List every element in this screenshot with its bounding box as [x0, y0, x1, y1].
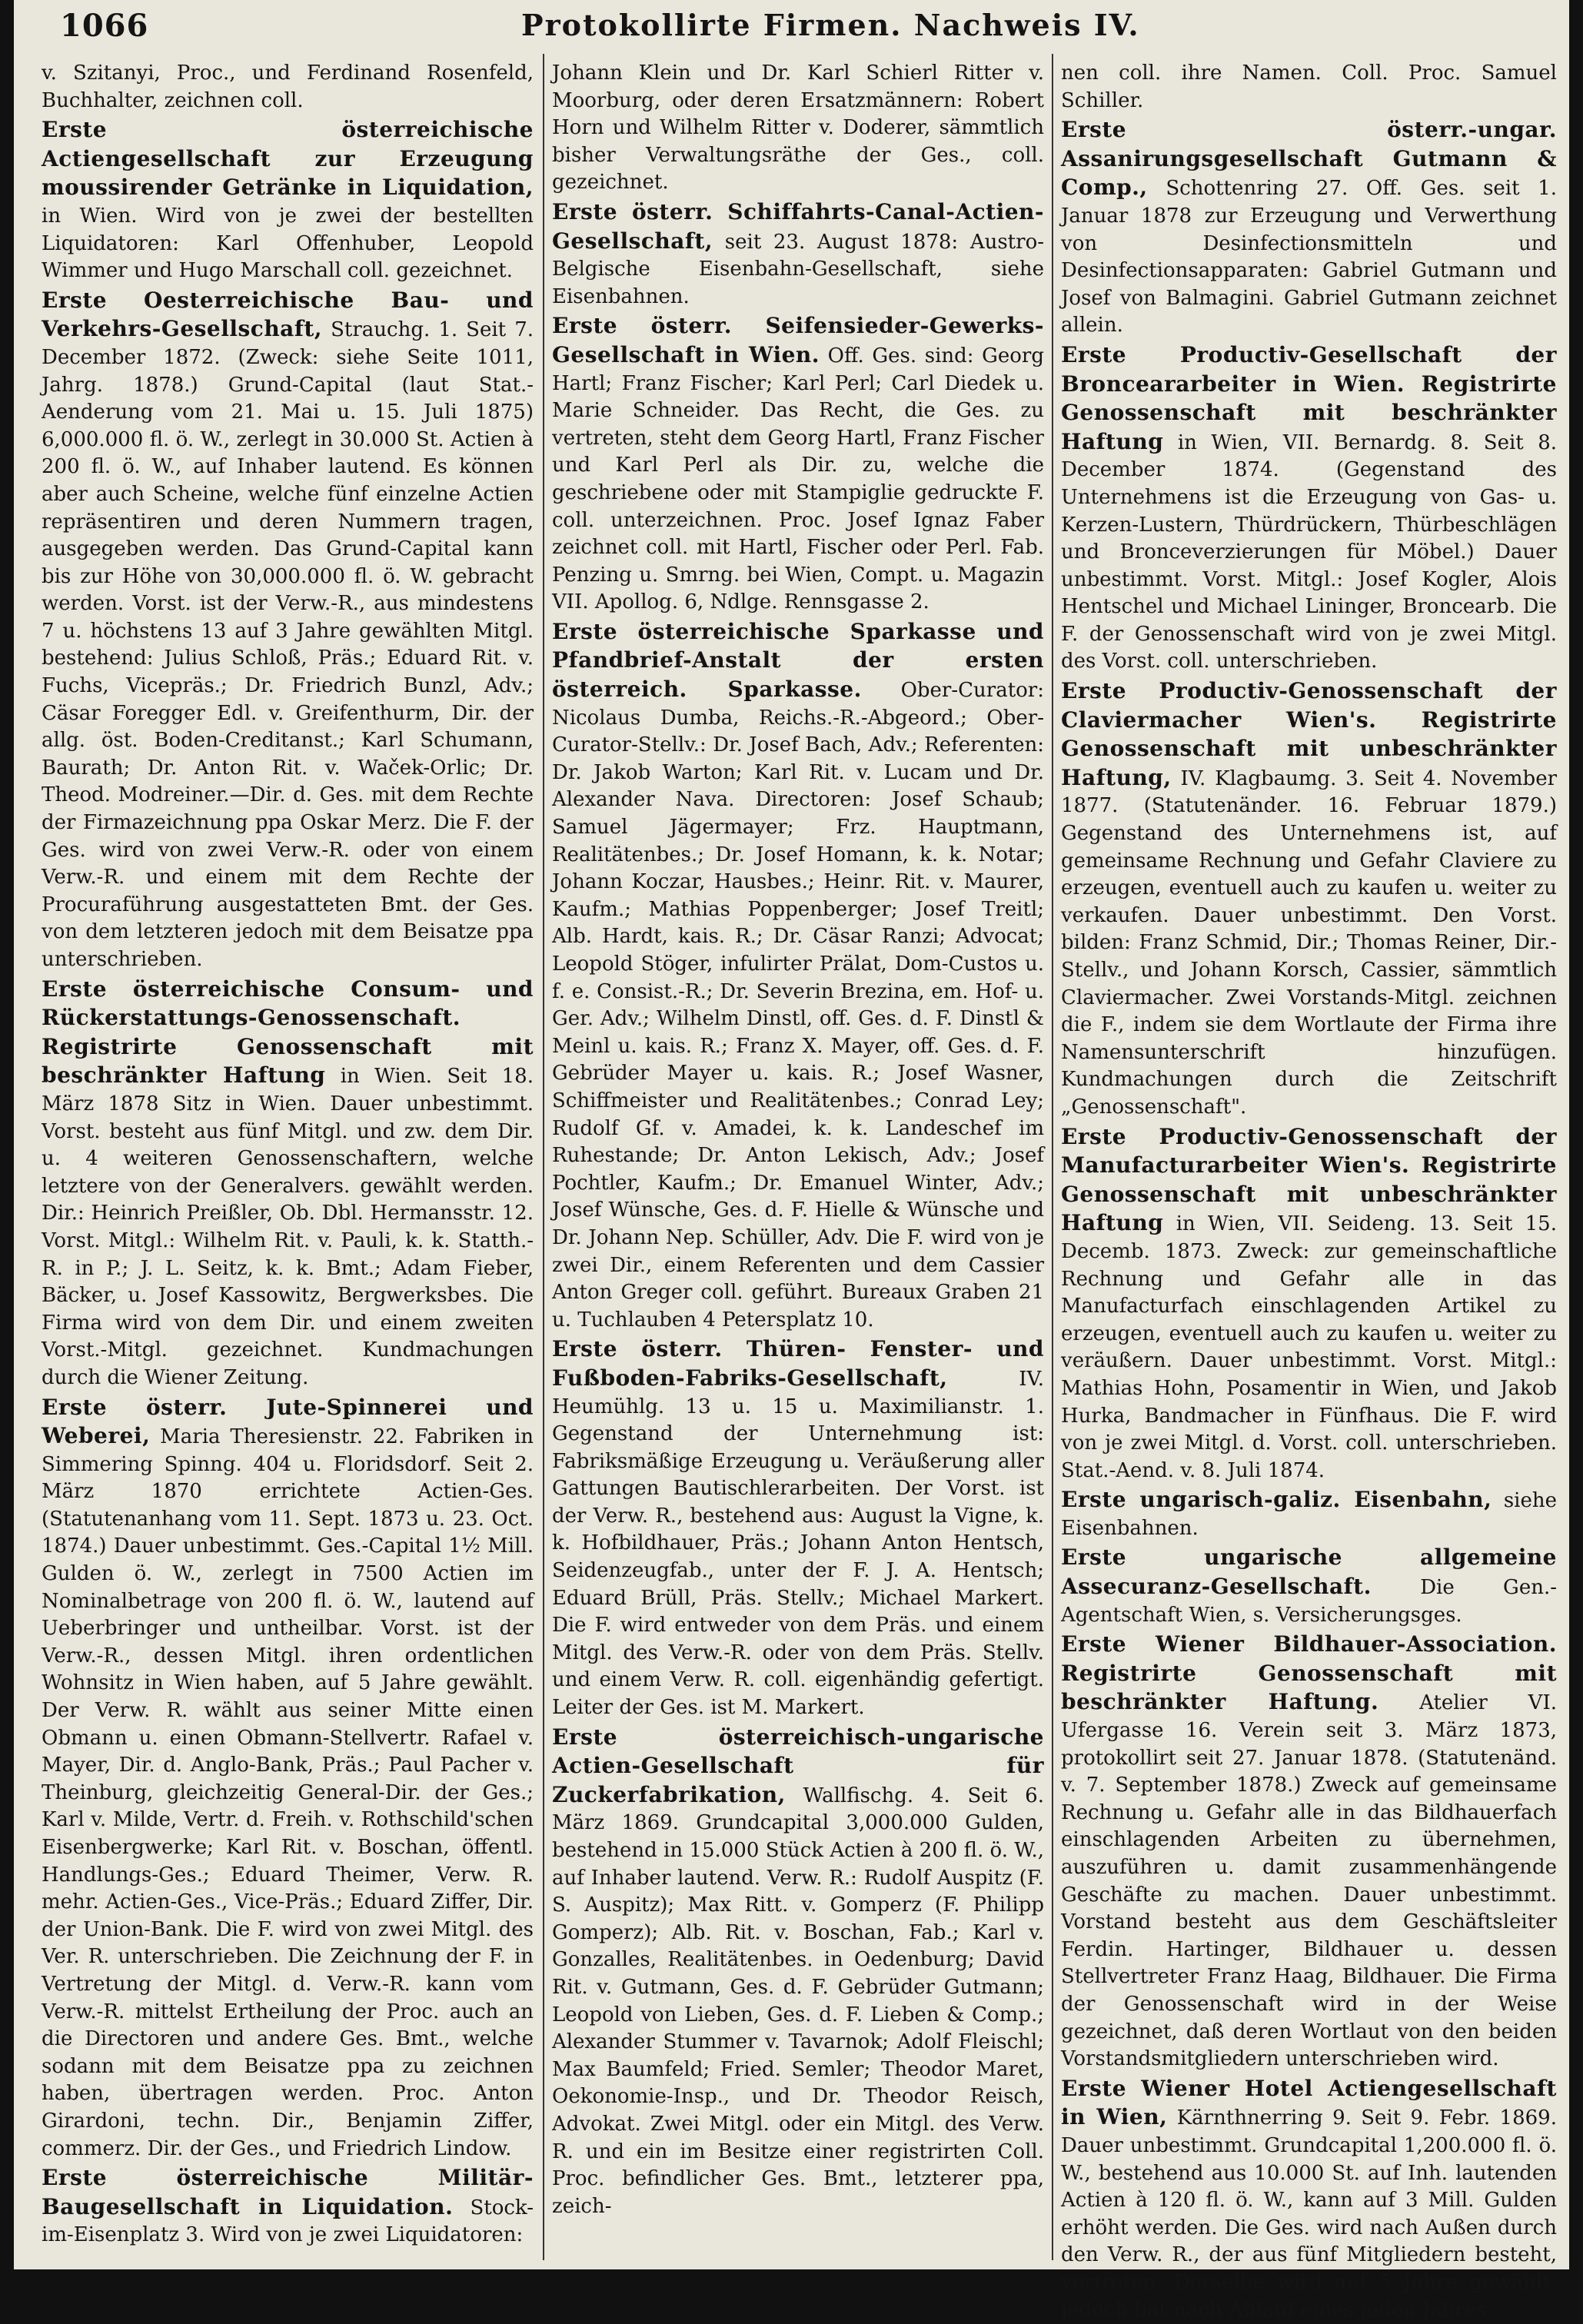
- firm-name: Erste österreichische Actiengesellschaft zur Erzeugung moussirender Getränke in Liquidation,: [42, 117, 534, 201]
- firm-entry: [1061, 1123, 1557, 1485]
- firm-details: Maria Theresienstr. 22. Fabriken in Simmering Spinng. 404 u. Floridsdorf. Seit 2. März 1870 errichtete Actien-Ges. (Statutenanhang vom 11. Sept. 1873 u. 23. Oct. 1874.) Dauer unbestimmt. Ges.-Capital 1½ Mill. Gulden ö. W., zerlegt in 7500 Actien im Nominalbetrage von 200 fl. ö. W., lautend auf Ueberbringer und untheilbar. Vorst. ist der Verw.-R., dessen Mitgl. ihren ordentlichen Wohnsitz in Wien haben, auf 5 Jahre gewählt. Der Verw. R. wählt aus seiner Mitte einen Obmann u. einen Obmann-Stellvertr. Rafael v. Mayer, Dir. d. Anglo-Bank, Präs.; Paul Pacher v. Theinburg, gleichzeitig General-Dir. der Ges.; Karl v. Milde, Vertr. d. Freih. v. Rothschild'schen Eisenbergwerke; Karl Rit. v. Boschan, öffentl. Handlungs-Ges.; Eduard Theimer, Verw. R. mehr. Actien-Ges., Vice-Präs.; Eduard Ziffer, Dir. der Union-Bank. Die F. wird von zwei Mitgl. des Ver. R. unterschrieben. Die Zeichnung der F. in Vertretung der Mitgl. d. Verw.-R. kann vom Verw.-R. mittelst Ertheilung der Proc. auch an die Directoren und andere Ges. Bmt., welche sodann mit dem Beisatze ppa zu zeichnen haben, übertragen werden. Proc. Anton Girardoni, techn. Dir., Benjamin Ziffer, commerz. Dir. der Ges., und Friedrich Lindow.: [42, 1425, 534, 2160]
- firm-details: in Wien. Wird von je zwei der bestellten Liquidatoren: Karl Offenhuber, Leopold Wimmer und Hugo Marschall coll. gezeichnet.: [42, 204, 534, 283]
- firm-entry: [42, 58, 534, 115]
- firm-details: IV. Klagbaumg. 3. Seit 4. November 1877. (Statutenänder. 16. Februar 1879.) Gegenstand des Unternehmens ist, auf gemeinsame Rechnung und Gefahr Claviere zu erzeugen, eventuell auch zu kaufen u. weiter zu verkaufen. Dauer unbestimmt. Den Vorst. bilden: Franz Schmid, Dir.; Thomas Reiner, Dir.-Stellv., und Johann Korsch, Cassier, sämmtlich Claviermacher. Zwei Vorstands-Mitgl. zeichnen die F., indem sie dem Wortlaute der Firma ihre Namensunterschrift hinzufügen. Kundmachungen durch die Zeitschrift „Genossenschaft".: [1061, 766, 1558, 1119]
- column-divider: [1052, 54, 1053, 2260]
- firm-entry: [552, 58, 1044, 197]
- firm-details: IV. Heumühlg. 13 u. 15 u. Maximilianstr. 1. Gegenstand der Unternehmung ist: Fabriksmäßige Erzeugung u. Veräußerung aller Gattungen Bautischlerarbeiten. Der Vorst. ist der Verw. R., bestehend aus: August la Vigne, k. k. Hofbildhauer, Präs.; Johann Anton Hentsch, Seidenzeugfab., unter der F. J. A. Hentsch; Eduard Brüll, Präs. Stellv.; Michael Markert. Die F. wird entweder von dem Präs. und einem Mitgl. des Verw.-R. oder von dem Präs. Stellv. und einem Verw. R. coll. eigenhändig gefertigt. Leiter der Ges. ist M. Markert.: [552, 1367, 1044, 1720]
- running-title: Protokollirte Firmen. Nachweis IV.: [521, 8, 1140, 42]
- firm-details: Die Gen.-Agentschaft Wien, s. Versicherungsges.: [1061, 1576, 1557, 1627]
- firm-entry: [552, 312, 1044, 617]
- firm-name: Erste österr.-ungar. Assanirungsgesellschaft Gutmann & Comp.,: [1061, 117, 1557, 201]
- firm-name: Erste Oesterreichische Bau- und Verkehrs-Gesellschaft,: [42, 287, 534, 342]
- text-column-2: [552, 58, 1044, 2257]
- firm-name: Erste Productiv-Genossenschaft der Manufacturarbeiter Wien's. Registrirte Genossenschaft mit unbeschränkter Haftung: [1061, 1123, 1557, 1236]
- text-column-1: [42, 58, 534, 2257]
- firm-entry: [1061, 1544, 1557, 1629]
- firm-name: Erste Wiener Hotel Actiengesellschaft in Wien,: [1061, 2075, 1557, 2130]
- firm-details: seit 23. August 1878: Austro-Belgische Eisenbahn-Gesellschaft, siehe Eisenbahnen.: [552, 230, 1045, 308]
- firm-name: Erste Productiv-Genossenschaft der Claviermacher Wien's. Registrirte Genossenschaft mit unbeschränkter Haftung,: [1061, 678, 1557, 790]
- text-column-3: [1061, 58, 1558, 2322]
- firm-details: Schottenring 27. Off. Ges. seit 1. Januar 1878 zur Erzeugung und Verwerthung von Desinfectionsmitteln und Desinfectionsapparaten: Gabriel Gutmann und Josef von Balmagini. Gabriel Gutmann zeichnet allein.: [1061, 177, 1558, 337]
- page-header: [45, 5, 1536, 51]
- firm-name: Erste österreichische Consum- und Rückerstattungs-Genossenschaft. Registrirte Genossenschaft mit beschränkter Haftung: [42, 976, 534, 1089]
- firm-details: siehe Eisenbahnen.: [1061, 1489, 1557, 1540]
- firm-entry: [42, 976, 534, 1392]
- firm-name: Erste österr. Seifensieder-Gewerks-Gesellschaft in Wien.: [552, 313, 1044, 367]
- firm-entry: [42, 287, 534, 974]
- firm-details: in Wien. Seit 18. März 1878 Sitz in Wien. Dauer unbestimmt. Vorst. besteht aus fünf Mitgl. und zw. dem Dir. u. 4 weiteren Genossenschaftern, welche letztere von der Generalvers. gewählt werden. Dir.: Heinrich Preißler, Ob. Dbl. Hermansstr. 12. Vorst. Mitgl.: Wilhelm Rit. v. Pauli, k. k. Statth.-R. in P.; J. L. Seitz, k. k. Bmt.; Adam Fieber, Bäcker, u. Josef Kassowitz, Bergwerksbes. Die Firma wird von dem Dir. und einem zweiten Vorst.-Mitgl. gezeichnet. Kundmachungen durch die Wiener Zeitung.: [42, 1065, 534, 1389]
- firm-details: in Wien, VII. Bernardg. 8. Seit 8. December 1874. (Gegenstand des Unternehmens ist die Erzeugung von Gas- u. Kerzen-Lustern, Thürdrückern, Thürbeschlägen und Bronceverzierungen für Möbel.) Dauer unbestimmt. Vorst. Mitgl.: Josef Kogler, Alois Hentschel und Michael Lininger, Broncearb. Die F. der Genossenschaft wird von je zwei Mitgl. des Vorst. coll. unterschrieben.: [1061, 431, 1557, 673]
- firm-entry: [42, 116, 534, 285]
- firm-name: Erste österreichisch-ungarische Actien-Gesellschaft für Zuckerfabrikation,: [552, 1724, 1044, 1807]
- firm-name: Erste Wiener Bildhauer-Association. Registrirte Genossenschaft mit beschränkter Haftung.: [1061, 1631, 1557, 1715]
- firm-name: Erste ungarisch-galiz. Eisenbahn,: [1061, 1487, 1492, 1513]
- firm-name: Erste ungarische allgemeine Assecuranz-Gesellschaft.: [1061, 1544, 1557, 1600]
- firm-entry: [1061, 1631, 1557, 2073]
- document-page: [14, 0, 1569, 2322]
- firm-name: Erste österr. Schiffahrts-Canal-Actien-Gesellschaft,: [552, 198, 1044, 254]
- firm-details: v. Szitanyi, Proc., und Ferdinand Rosenfeld, Buchhalter, zeichnen coll.: [42, 62, 534, 112]
- page-number: 1066: [60, 8, 149, 44]
- column-divider: [543, 54, 544, 2260]
- firm-entry: [1061, 116, 1557, 340]
- firm-entry: [42, 1394, 534, 2163]
- firm-name: Erste österreichische Sparkasse und Pfandbrief-Anstalt der ersten österreich. Sparkasse.: [552, 618, 1044, 703]
- firm-details: Atelier VI. Ufergasse 16. Verein seit 3. März 1873, protokollirt seit 27. Januar 1878. (Statutenänd. v. 7. September 1878.) Zweck auf gemeinsame Rechnung u. Gefahr alle in das Bildhauerfach einschlagenden Arbeiten zu übernehmen, auszuführen u. damit zusammenhängende Geschäfte zu machen. Dauer unbestimmt. Vorstand besteht aus dem Geschäftsleiter Ferdin. Hartinger, Bildhauer u. dessen Stellvertreter Franz Haag, Bildhauer. Die Firma der Genossenschaft wird in der Weise gezeichnet, daß deren Wortlaut von den beiden Vorstandsmitgliedern unterschrieben wird.: [1061, 1691, 1557, 2071]
- firm-name: Erste Productiv-Gesellschaft der Bronceararbeiter in Wien. Registrirte Genossenschaft mit beschränkter Haftung: [1061, 341, 1557, 454]
- firm-entry: [1061, 1486, 1557, 1542]
- firm-name: Erste österr. Thüren- Fenster- und Fußboden-Fabriks-Gesellschaft,: [552, 1336, 1044, 1391]
- firm-details: in Wien, VII. Seideng. 13. Seit 15. Decemb. 1873. Zweck: zur gemeinschaftliche Rechnung und Gefahr alle in das Manufacturfach einschlagenden Artikel zu erzeugen, eventuell auch zu kaufen u. weiter zu veräußern. Dauer unbestimmt. Vorst. Mitgl.: Mathias Hohn, Posamentir in Wien, und Jakob Hurka, Bandmacher in Fünfhaus. Die F. wird von je zwei Mitgl. d. Vorst. coll. unterschrieben. Stat.-Aend. v. 8. Juli 1874.: [1061, 1212, 1557, 1482]
- firm-details: Off. Ges. sind: Georg Hartl; Franz Fischer; Karl Perl; Carl Diedek u. Marie Schneider. Das Recht, die Ges. zu vertreten, steht dem Georg Hartl, Franz Fischer und Karl Perl als Dir. zu, welche die geschriebene oder mit Stampiglie gedruckte F. coll. unterzeichnen. Proc. Josef Ignaz Faber zeichnet coll. mit Hartl, Fischer oder Perl. Fab. Penzing u. Smrng. bei Wien, Compt. u. Magazin VII. Apollog. 6, Ndlge. Rennsgasse 2.: [552, 344, 1045, 614]
- firm-details: Stock-im-Eisenplatz 3. Wird von je zwei Liquidatoren:: [42, 2196, 534, 2247]
- firm-entry: [1061, 677, 1557, 1122]
- firm-details: nen coll. ihre Namen. Coll. Proc. Samuel Schiller.: [1061, 62, 1557, 112]
- firm-details: Johann Klein und Dr. Karl Schierl Ritter v. Moorburg, oder deren Ersatzmännern: Robert Horn und Wilhelm Ritter v. Doderer, sämmtlich bisher Verwaltungsräthe der Ges., coll. gezeichnet.: [552, 62, 1044, 194]
- firm-entry: [552, 1335, 1044, 1721]
- firm-details: Strauchg. 1. Seit 7. December 1872. (Zweck: siehe Seite 1011, Jahrg. 1878.) Grund-Capital (laut Stat.-Aenderung vom 21. Mai u. 15. Juli 1875) 6,000.000 fl. ö. W., zerlegt in 30.000 St. Actien à 200 fl. ö. W., auf Inhaber lautend. Es können aber auch Scheine, welche fünf einzelne Actien repräsentiren und deren Nummern tragen, ausgegeben werden. Das Grund-Capital kann bis zur Höhe von 30,000.000 fl. ö. W. gebracht werden. Vorst. ist der Verw.-R., aus mindestens 7 u. höchstens 13 auf 3 Jahre gewählten Mitgl. bestehend: Julius Schloß, Präs.; Eduard Rit. v. Fuchs, Vicepräs.; Dr. Friedrich Bunzl, Adv.; Cäsar Foregger Edl. v. Greifenthurm, Dir. der allg. öst. Boden-Creditanst.; Karl Schumann, Baurath; Dr. Anton Rit. v. Waček-Orlic; Dr. Theod. Modreiner.—Dir. d. Ges. mit dem Rechte der Firmazeichnung ppa Oskar Merz. Die F. der Ges. wird von zwei Verw.-R. oder von einem Verw.-R. und einem mit dem Rechte der Procuraführung ausgestatteten Bmt. der Ges. von dem letzteren jedoch mit dem Beisatze ppa unterschrieben.: [42, 318, 534, 971]
- firm-name: Erste österr. Jute-Spinnerei und Weberei,: [42, 1394, 534, 1449]
- firm-entry: [552, 618, 1044, 1334]
- firm-entry: [552, 198, 1044, 311]
- firm-entry: [1061, 341, 1557, 676]
- firm-details: Ober-Curator: Nicolaus Dumba, Reichs.-R.-Abgeord.; Ober-Curator-Stellv.: Dr. Josef Bach, Adv.; Referenten: Dr. Jakob Warton; Karl Rit. v. Lucam und Dr. Alexander Nava. Directoren: Josef Schaub; Samuel Jägermayer; Frz. Hauptmann, Realitätenbes.; Dr. Josef Homann, k. k. Notar; Johann Koczar, Hausbes.; Heinr. Rit. v. Maurer, Kaufm.; Mathias Poppenberger; Josef Treitl; Alb. Hardt, kais. R.; Dr. Cäsar Ranzi; Advocat; Leopold Stöger, infulirter Prälat, Dom-Custos u. f. e. Consist.-R.; Dr. Severin Brezina, em. Hof- u. Ger. Adv.; Wilhelm Dinstl, off. Ges. d. F. Dinstl & Meinl u. kais. R.; Franz X. Mayer, off. Ges. d. F. Gebrüder Mayer u. kais. R.; Josef Wasner, Schiffmeister und Realitätenbes.; Conrad Ley; Rudolf Gf. v. Amadei, k. k. Landeschef im Ruhestande; Dr. Anton Lekisch, Adv.; Josef Pochtler, Kaufm.; Dr. Emanuel Winter, Adv.; Josef Wünsche, Ges. d. F. Hielle & Wünsche und Dr. Johann Nep. Schüller, Adv. Die F. wird von je zwei Dir., einem Referenten und dem Cassier Anton Greger coll. geführt. Bureaux Graben 21 u. Tuchlauben 4 Petersplatz 10.: [552, 679, 1044, 1332]
- firm-entry: [552, 1724, 1044, 2221]
- firm-entry: [42, 2164, 534, 2249]
- firm-entry: [1061, 2075, 1557, 2324]
- firm-details: Wallfischg. 4. Seit 6. März 1869. Grundcapital 3,000.000 Gulden, bestehend in 15.000 Stück Actien à 200 fl. ö. W., auf Inhaber lautend. Verw. R.: Rudolf Auspitz (F. S. Auspitz); Max Ritt. v. Gomperz (F. Philipp Gomperz); Alb. Rit. v. Boschan, Fab.; Karl v. Gonzalles, Realitätenbes. in Oedenburg; David Rit. v. Gutmann, Ges. d. F. Gebrüder Gutmann; Leopold von Lieben, Ges. d. F. Lieben & Comp.; Alexander Stummer v. Tavarnok; Adolf Fleischl; Max Baumfeld; Fried. Semler; Theodor Maret, Oekonomie-Insp., und Dr. Theodor Reisch, Advokat. Zwei Mitgl. oder ein Mitgl. des Verw. R. und ein im Besitze einer registrirten Coll. Proc. befindlicher Ges. Bmt., letzterer ppa, zeich-: [552, 1784, 1044, 2218]
- firm-details: Kärnthnerring 9. Seit 9. Febr. 1869. Dauer unbestimmt. Grundcapital 1,200.000 fl. ö. W., bestehend aus 10.000 St. auf Inh. lautenden Actien à 120 fl. ö. W., kann auf 3 Mill. Gulden erhöht werden. Die Ges. wird nach Außen durch den Verw. R., der aus fünf Mitgliedern besteht, vertreten. Derselbe wird auf 5 Jahre gewählt, jedoch hat nach Ablauf eines jeden Jahres: [1061, 2106, 1557, 2322]
- firm-entry: [1061, 58, 1557, 115]
- firm-name: Erste österreichische Militär-Baugesellschaft in Liquidation.: [42, 2165, 534, 2219]
